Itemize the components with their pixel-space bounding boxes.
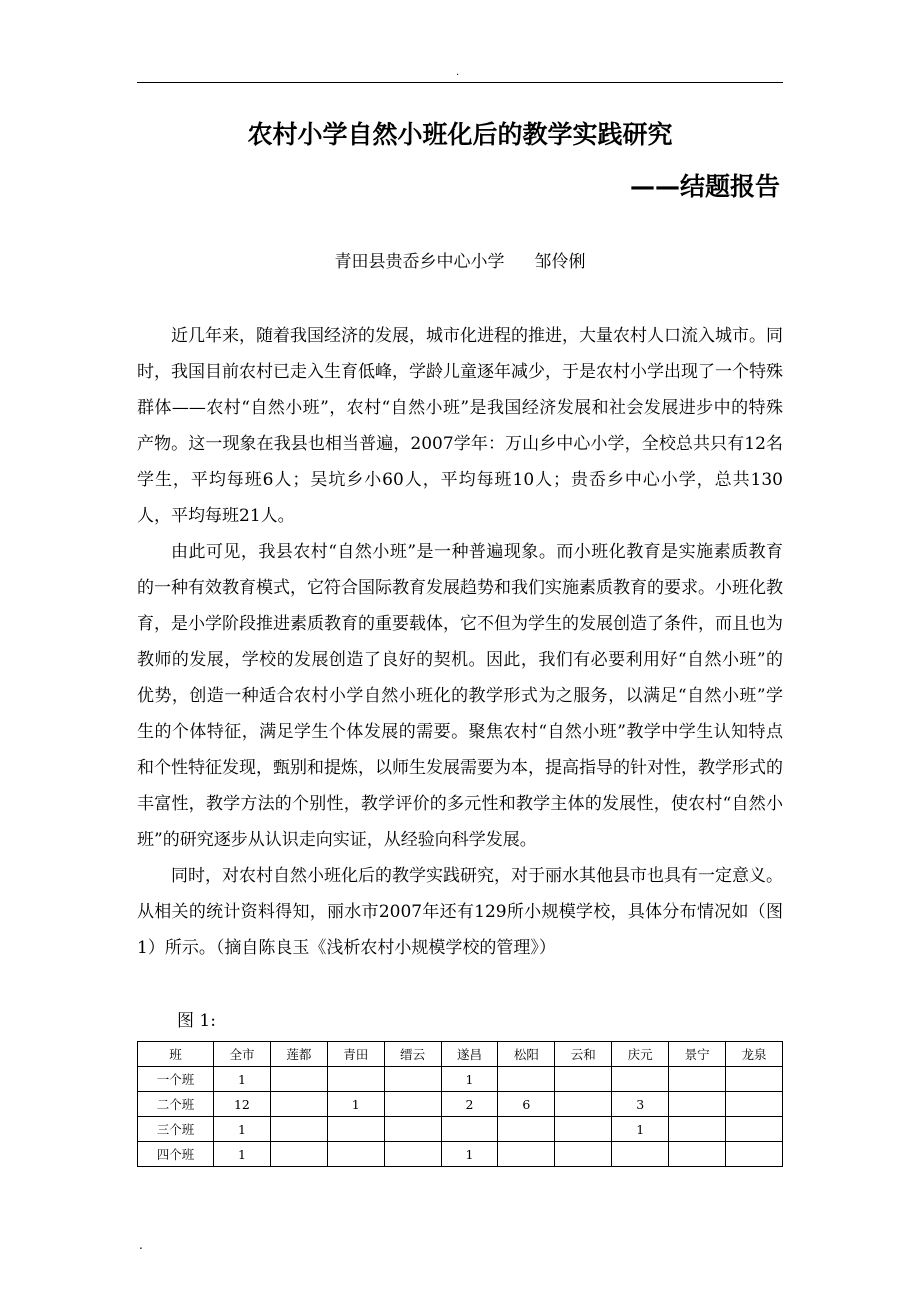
table-cell <box>669 1117 726 1142</box>
table-cell <box>555 1142 612 1167</box>
table-row <box>138 1117 783 1142</box>
table-cell <box>612 1067 669 1092</box>
table-header-cell: 景宁 <box>669 1042 726 1067</box>
table-row <box>138 1067 783 1092</box>
table-cell <box>327 1117 384 1142</box>
table-cell: 1 <box>214 1142 271 1167</box>
body-text <box>137 318 783 966</box>
table-header-cell: 庆元 <box>612 1042 669 1067</box>
school-distribution-table <box>137 1041 783 1167</box>
table-header-cell: 云和 <box>555 1042 612 1067</box>
table-cell <box>726 1092 783 1117</box>
table-cell: 一个班 <box>138 1067 214 1092</box>
table-row <box>138 1092 783 1117</box>
paragraph: 由此可见，我县农村“自然小班”是一种普遍现象。而小班化教育是实施素质教育的一种有效教育模式，它符合国际教育发展趋势和我们实施素质教育的要求。小班化教育，是小学阶段推进素质教育的重要载体，它不但为学生的发展创造了条件，而且也为教师的发展，学校的发展创造了良好的契机。因此，我们有必要利用好“自然小班”的优势，创造一种适合农村小学自然小班化的教学形式为之服务，以满足“自然小班”学生的个体特征，满足学生个体发展的需要。聚焦农村“自然小班”教学中学生认知特点和个性特征发现，甄别和提炼，以师生发展需要为本，提高指导的针对性，教学形式的丰富性，教学方法的个别性，教学评价的多元性和教学主体的发展性，使农村“自然小班”的研究逐步从认识走向实证，从经验向科学发展。 <box>137 542 783 850</box>
table-header-cell: 班 <box>138 1042 214 1067</box>
table-cell: 1 <box>214 1067 271 1092</box>
table-cell <box>726 1142 783 1167</box>
table-cell <box>669 1092 726 1117</box>
table-cell: 1 <box>441 1067 498 1092</box>
table-cell <box>384 1067 441 1092</box>
author-name: 邹伶俐 <box>534 252 586 272</box>
table-header-cell: 青田 <box>327 1042 384 1067</box>
table-cell: 四个班 <box>138 1142 214 1167</box>
table-cell <box>498 1117 555 1142</box>
table-cell: 1 <box>327 1092 384 1117</box>
table-cell <box>669 1067 726 1092</box>
table-cell <box>726 1067 783 1092</box>
table-cell <box>555 1067 612 1092</box>
table-cell <box>270 1117 327 1142</box>
table-cell: 1 <box>441 1142 498 1167</box>
table-cell <box>270 1142 327 1167</box>
figure-label: 图 1: <box>177 1011 216 1031</box>
document-subtitle: ——结题报告 <box>629 172 780 201</box>
table-cell <box>384 1092 441 1117</box>
table-header-cell: 莲都 <box>270 1042 327 1067</box>
table-cell <box>555 1117 612 1142</box>
table-cell <box>726 1117 783 1142</box>
table-cell <box>384 1142 441 1167</box>
table-header-cell: 松阳 <box>498 1042 555 1067</box>
table-cell: 12 <box>214 1092 271 1117</box>
table-row <box>138 1142 783 1167</box>
table-header-row <box>138 1042 783 1067</box>
table-cell <box>612 1142 669 1167</box>
table-cell: 2 <box>441 1092 498 1117</box>
table-cell <box>498 1142 555 1167</box>
table-cell <box>441 1117 498 1142</box>
table-cell: 1 <box>612 1117 669 1142</box>
table-header-cell: 缙云 <box>384 1042 441 1067</box>
table-cell <box>270 1067 327 1092</box>
table-cell <box>498 1067 555 1092</box>
table-cell <box>384 1117 441 1142</box>
table-cell <box>327 1142 384 1167</box>
table-header-cell: 龙泉 <box>726 1042 783 1067</box>
header-mark: . <box>456 67 460 78</box>
paragraph: 近几年来，随着我国经济的发展，城市化进程的推进，大量农村人口流入城市。同时，我国目前农村已走入生育低峰，学龄儿童逐年减少，于是农村小学出现了一个特殊群体——农村“自然小班”，农村“自然小班”是我国经济发展和社会发展进步中的特殊产物。这一现象在我县也相当普遍，2007学年：万山乡中心小学，全校总共只有12名学生，平均每班6人；吴坑乡小60人，平均每班10人；贵岙乡中心小学，总共130人，平均每班21人。 <box>137 326 783 526</box>
table-cell: 6 <box>498 1092 555 1117</box>
table-header-cell: 全市 <box>214 1042 271 1067</box>
table-cell <box>555 1092 612 1117</box>
footer-mark: . <box>139 1238 143 1252</box>
table-cell <box>327 1067 384 1092</box>
document-title: 农村小学自然小班化后的教学实践研究 <box>247 120 673 149</box>
header-rule <box>137 82 783 83</box>
table-cell: 3 <box>612 1092 669 1117</box>
table-header-cell: 遂昌 <box>441 1042 498 1067</box>
table-cell <box>669 1142 726 1167</box>
table-cell <box>270 1092 327 1117</box>
table-cell: 二个班 <box>138 1092 214 1117</box>
paragraph: 同时，对农村自然小班化后的教学实践研究，对于丽水其他县市也具有一定意义。从相关的统计资料得知，丽水市2007年还有129所小规模学校，具体分布情况如（图1）所示。（摘自陈良玉《浅析农村小规模学校的管理》） <box>137 866 783 958</box>
author-school: 青田县贵岙乡中心小学 <box>334 252 505 272</box>
author-line <box>137 249 783 275</box>
table-cell: 三个班 <box>138 1117 214 1142</box>
table-cell: 1 <box>214 1117 271 1142</box>
